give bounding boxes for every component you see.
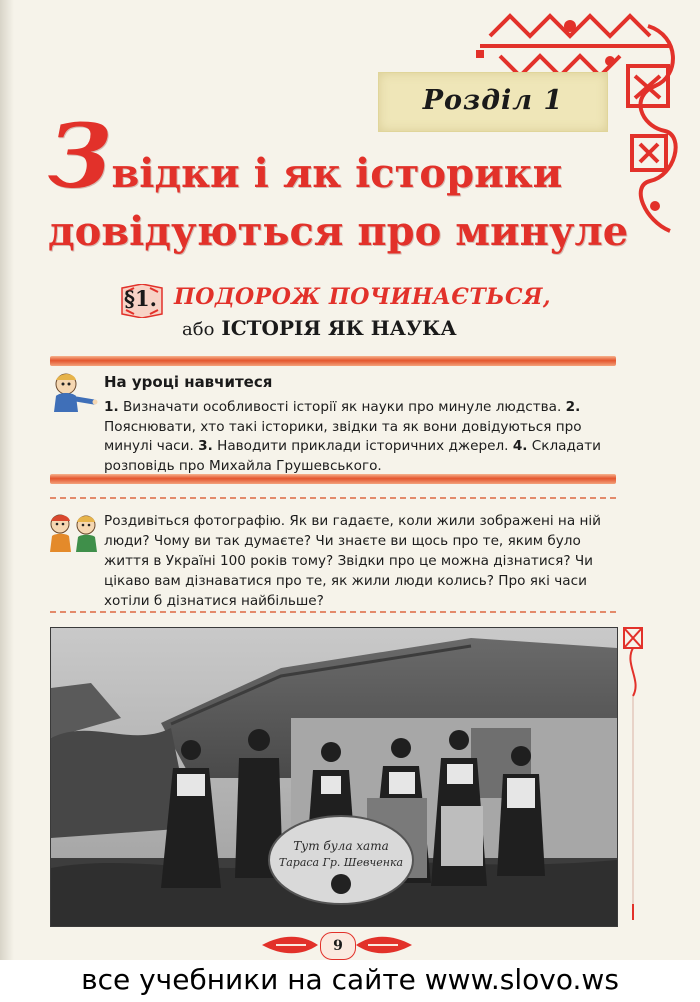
children-talking-icon [46,512,102,554]
stone-inscription-line2: Тараса Гр. Шевченка [278,856,404,869]
page-edge-shadow [0,0,14,960]
goals-list [104,398,616,476]
goals-top-stripe [50,356,616,366]
footer-watermark: все учебники на сайте www.slovo.ws [0,960,700,1002]
paragraph-number: §1. [124,286,157,311]
goals-bottom-stripe [50,474,616,484]
goal-2-text: Пояснювати, хто такі історики, звідки та як вони довідуються про минулі часи. [104,418,582,454]
paragraph-heading [118,282,618,342]
goal-2-number: 2. [565,399,581,415]
memorial-stone [269,816,413,904]
goal-1-number: 1. [104,399,119,415]
paragraph-subtitle-text: ІСТОРІЯ ЯК НАУКА [221,316,457,340]
paragraph-subtitle [182,316,457,340]
goal-4-number: 4. [512,438,528,454]
chapter-title-line1 [48,104,563,220]
section-label: Розділ 1 [422,85,564,116]
chapter-title-line1-text: відки і як історики [111,150,563,197]
side-ornament-decoration [620,624,646,924]
goals-heading: На уроці навчитеся [104,373,273,391]
question-top-divider [50,497,616,499]
stone-inscription-line1: Тут була хата [293,839,389,853]
goal-1-text: Визначати особливості історії як науки про минуле людства. [122,399,562,415]
goal-3-number: 3. [198,438,213,454]
question-bottom-divider [50,611,616,613]
chapter-title-line2: довідуються про минуле [48,208,629,255]
page-number: 9 [320,932,356,960]
chapter-title-initial: З [48,104,112,208]
paragraph-subtitle-prefix: або [182,319,215,340]
goal-3-text: Наводити приклади історичних джерел. [217,438,509,454]
goal-4-text: Складати розповідь про Михайла Грушевського. [104,438,601,474]
photo-scene-image [51,628,617,926]
boy-pointing-icon [50,372,98,414]
page-number-ornament [262,928,412,962]
question-text: Роздивіться фотографію. Як ви гадаєте, коли жили зображені на ній люди? Чому ви так думаєте? Чи знаєте ви щось про те, яким було життя в Україні 100 років тому? Звідки про це можна дізнатися? Чи цікаво вам дізнаватися про те, як жили люди колись? Про які часи хотіли б дізнатися найбільше? [104,513,601,609]
historic-photograph [50,627,618,927]
paragraph-title: ПОДОРОЖ ПОЧИНАЄТЬСЯ, [174,284,552,310]
